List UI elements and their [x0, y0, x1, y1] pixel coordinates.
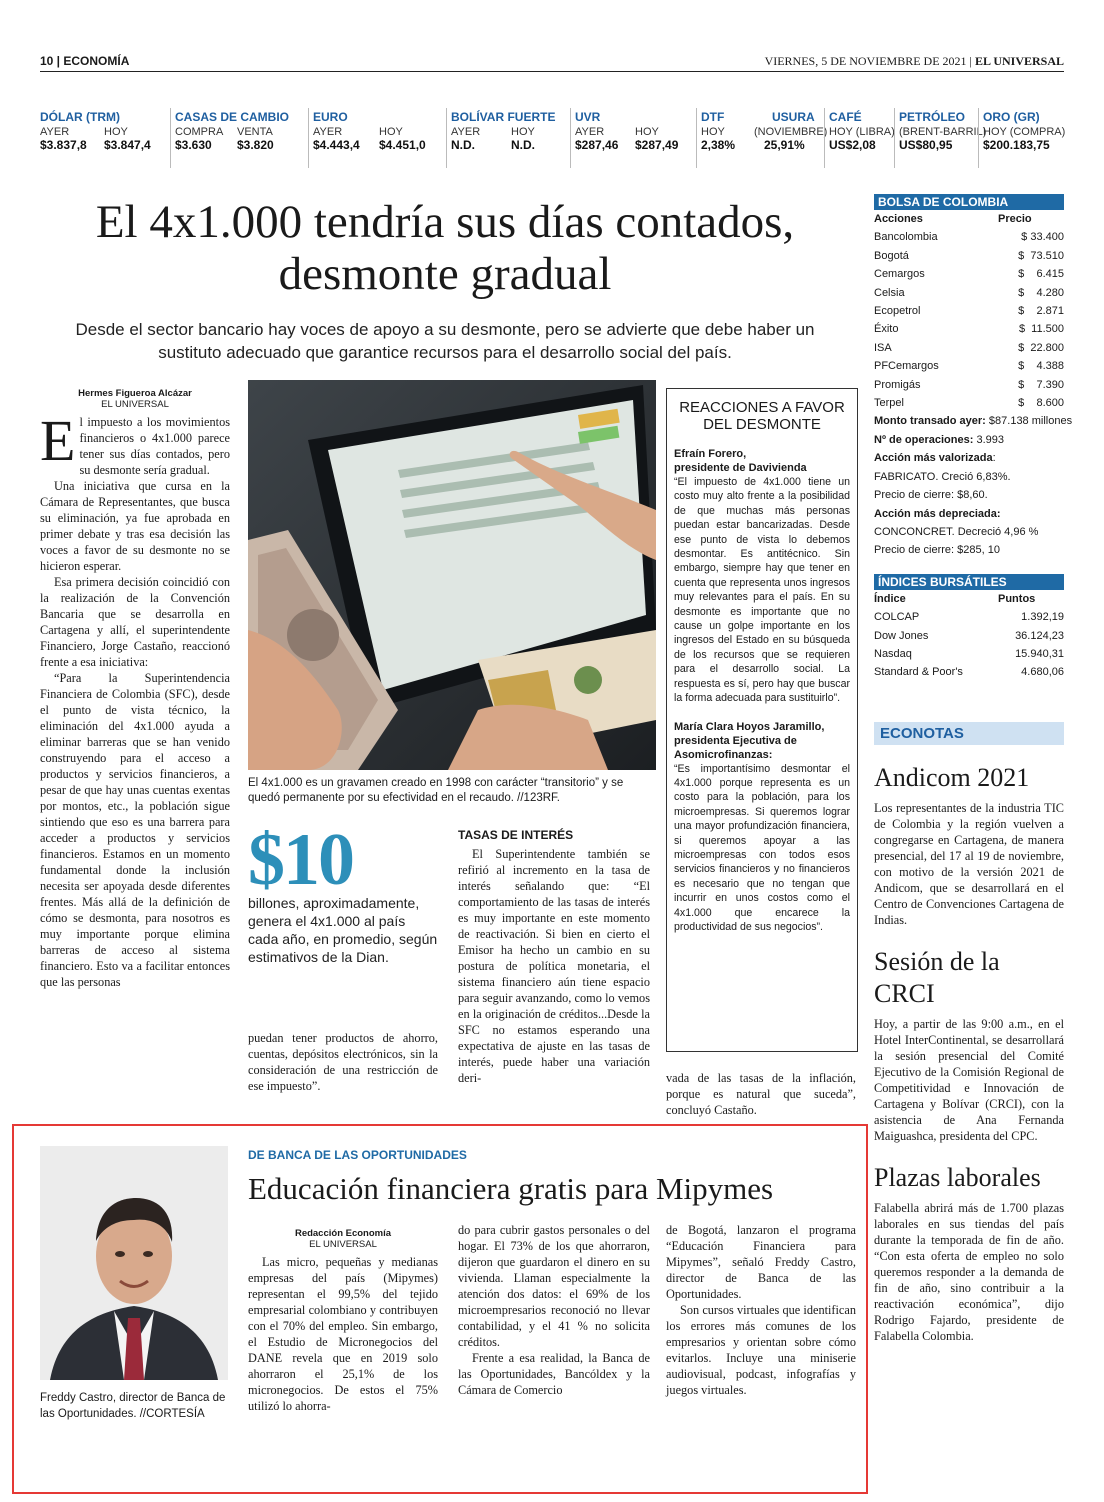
stock-row [874, 228, 1064, 246]
index-name: Dow Jones [874, 629, 929, 642]
stock-name: Ecopetrol [874, 305, 921, 318]
stock-name: ISA [874, 341, 892, 354]
page-section: 10 | ECONOMÍA [40, 54, 130, 68]
paragraph: Esa primera decisión coincidió con la realización de la Convención Bancaria que se desarrolla en Cartagena y allí, el superintendente Financiero, Jorge Castaño, reaccionó frente a esa iniciativa: [40, 575, 230, 669]
stock-row [874, 284, 1064, 302]
article-column-1: El impuesto a los movimientos financieros o 4x1.000 parece tener sus días contados, pero su desmonte sería gradual. Una iniciativa que cursa en la Cámara de Representantes, que busca su eliminación, ya fue aprobada en primer debate y tras esa decisión las voces a favor de su desmonte no se hicieron esperar. Esa primera decisión coincidió con la realización de la Convención Bancaria que se desarrolla en Cartagena y allí, el superintendente Financiero, Jorge Castaño, reaccionó frente a esa iniciativa: “Para la Superintendencia Financiera de Colombia (SFC), desde el punto de vista técnico, la eliminación del 4x1.000 ayuda a eliminar barreras que se han venido construyendo para el acceso a productos y servicios financieros, a pesar de que hay unas cuentas exentas por montos, etc., la población sigue sintiendo que eso es una barrera para acceder a productos y servicios financieros. Estamos en un momento fundamental donde la inclusión necesita ser apoyada desde diferentes frentes. Más allá de la definición de cómo se desmonta, para nosotros es muy importante porque elimina barreras de acceso al sistema financiero. Esto va a facilitar entonces que las personas [40, 408, 230, 989]
stock-name: Promigás [874, 378, 921, 391]
story-kicker: DE BANCA DE LAS OPORTUNIDADES [248, 1148, 467, 1162]
headline-deck: Desde el sector bancario hay voces de apoyo a su desmonte, pero se advierte que debe haber un sustituto adecuado que garantice recursos para el desarrollo social del país. [75, 320, 815, 362]
quote-author: Efraín Forero, [674, 448, 747, 460]
quote-text: “El impuesto de 4x1.000 tiene un costo muy alto frente a la posibilidad de que muchas más personas puedan estar bancarizadas. Desde ese punto de vista lo debemos desmontar. Es antitécnico. Sin embargo, siempre hay que tener en cuenta que representa unos ingresos muy relevantes para el país. En su desmonte es importante que no cause un golpe importante en los ingresos del Estado en su búsqueda de los recursos que se requieren para el desarrollo social. La respuesta es sí, pero hay que buscar la forma adecuada para sustituirlo”. [674, 476, 850, 705]
stock-price: $ 4.388 [1018, 360, 1064, 373]
market-indicators-bar [40, 108, 1064, 168]
portrait-caption: Freddy Castro, director de Banca de las Oportunidades. //CORTESÍA [40, 1392, 226, 1420]
stock-price: $ 2.871 [1018, 305, 1064, 318]
quote-role: presidente de Davivienda [674, 462, 807, 474]
bolsa-table: Acciones Precio Bancolombia $ 33.400 Bogotá $ 73.510 Cemargos $ 6.415 Celsia $ 4.280 Ecopetrol $ 2.871 Éxito $ 11.500 ISA $ 22.800 PFCemargos $ 4.388 Promigás $ 7.390 Terpel $ 8.600 [874, 210, 1064, 412]
stock-name: Éxito [874, 323, 899, 336]
stock-price: $ 8.600 [1018, 397, 1064, 410]
indices-table: Índice Puntos COLCAP 1.392,19 Dow Jones 36.124,23 Nasdaq 15.940,31 Standard & Poor's 4.680,06 [874, 590, 1064, 682]
stock-row [874, 376, 1064, 394]
index-value: 36.124,23 [1015, 629, 1064, 642]
page-date: VIERNES, 5 DE NOVIEMBRE DE 2021 | EL UNIVERSAL [764, 54, 1064, 68]
stock-name: Bancolombia [874, 231, 938, 244]
note-title: Plazas laborales [874, 1163, 1041, 1192]
stock-name: PFCemargos [874, 360, 939, 373]
monto-transado: Monto transado ayer: $87.138 millones [874, 415, 1073, 428]
article-column-2: puedan tener productos de ahorro, cuentas, depósitos electrónicos, sin la consideración de una restricción de ese impuesto”. [248, 1031, 438, 1093]
big-number-text: billones, aproximadamente, genera el 4x1.000 al país cada año, en promedio, según estimativos de la Dian. [248, 895, 438, 965]
stock-name: Bogotá [874, 249, 909, 262]
article-byline: Hermes Figueroa Alcázar EL UNIVERSAL [78, 388, 192, 410]
indicator-bolivar: BOLÍVAR FUERTE AYER HOY N.D. N.D. [446, 108, 570, 168]
index-name: COLCAP [874, 611, 920, 624]
story-byline: Redacción Economía EL UNIVERSAL [294, 1228, 392, 1250]
article-column-4: vada de las tasas de la inflación, porque es natural que suceda”, concluyó Castaño. [666, 1071, 856, 1117]
indicator-dtf: DTF HOY 2,38% [696, 108, 750, 168]
indicator-oro: ORO (GR) HOY (COMPRA) $200.183,75 [978, 108, 1064, 168]
econotas-header: ECONOTAS [874, 722, 1064, 745]
story-column-1: Las micro, pequeñas y medianas empresas del país (Mipymes) representan el 99,5% del tejido empresarial colombiano y contribuyen con el 70% del empleo. Sin embargo, el Estudio de Micronegocios del DANE revela que en 2019 solo ahorraron el 25,1% de los micronegocios. De estos el 75% utilizó lo ahorra- [248, 1255, 438, 1413]
index-name: Nasdaq [874, 647, 912, 660]
reactions-box [666, 388, 858, 1052]
index-value: 1.392,19 [1021, 611, 1064, 624]
numero-operaciones: Nº de operaciones: 3.993 [874, 433, 1004, 446]
stock-price: $ 73.510 [1018, 249, 1064, 262]
reactions-title: REACCIONES A FAVOR DEL DESMONTE [679, 399, 845, 433]
index-name: Standard & Poor's [874, 666, 963, 679]
market-sidebar: BOLSA DE COLOMBIA Acciones Precio Bancolombia $ 33.400 Bogotá $ 73.510 Cemargos $ 6.415 Celsia $ 4.280 Ecopetrol $ 2.871 Éxito $ 11.500 ISA $ 22.800 PFCemargos $ 4.388 Promigás $ 7.390 Terpel $ 8.600 Monto transado ayer: $87.138 millones Nº de operaciones: 3.993 Acción más valorizada: FABRICATO. Creció 6,83%. Precio de cierre: $8,60. Acción más depreciada: CONCONCRET. Decreció 4,96 % Precio de cierre: $285, 10 ÍNDICES BURSÁTILES Índice Puntos COLCAP 1.392,19 Dow Jones 36.124,23 Nasdaq 15.940,31 Standard & Poor's 4.680,06 [874, 194, 1064, 682]
main-headline: El 4x1.000 tendría sus días contados, desmonte gradual [95, 196, 795, 300]
indicator-petroleo: PETRÓLEO (BRENT-BARRIL) US$80,95 [894, 108, 978, 168]
note-body: Falabella abrirá más de 1.700 plazas laborales en sus tiendas del país durante la temporada de fin de año. “Con esta oferta de empleo no solo queremos responder a la demanda de fin de año, sino contribuir a la reactivación económica”, dijo Rodrigo Fajardo, presidente de Falabella Colombia. [874, 1201, 1064, 1343]
indicator-cafe: CAFÉ HOY (LIBRA) US$2,08 [824, 108, 894, 168]
stock-row [874, 302, 1064, 320]
story-column-3: de Bogotá, lanzaron el programa “Educación Financiera para Mipymes”, señaló Freddy Castro, director de Banca de las Oportunidades. Son cursos virtuales que identifican los errores más comunes de los empresarios y orientan sobre cómo evitarlos. Incluye una miniserie audiovisual, podcast, infografías y juegos virtuales. [666, 1223, 856, 1397]
subheading-tasas: TASAS DE INTERÉS [458, 828, 574, 842]
indices-header: ÍNDICES BURSÁTILES [874, 574, 1064, 590]
person-portrait-photo [40, 1146, 228, 1380]
index-value: 15.940,31 [1015, 647, 1064, 660]
stock-row [874, 339, 1064, 357]
stock-price: $ 7.390 [1018, 378, 1064, 391]
stock-name: Terpel [874, 397, 904, 410]
stock-price: $ 6.415 [1018, 268, 1064, 281]
index-row [874, 663, 1064, 681]
paragraph: Una iniciativa que cursa en la Cámara de Representantes, que busca su eliminación, ya fue aprobada en primer debate y tras esa decisión las voces a favor de su desmonte no se hicieron esperar. [40, 479, 230, 573]
page-folio [40, 54, 1064, 72]
stock-row [874, 320, 1064, 338]
indicator-dolar: DÓLAR (TRM) AYER HOY $3.837,8 $3.847,4 [40, 110, 151, 152]
index-row [874, 645, 1064, 663]
index-value: 4.680,06 [1021, 666, 1064, 679]
tablet-banknotes-photo [248, 380, 656, 770]
story-column-2: do para cubrir gastos personales o del hogar. El 73% de los que ahorraron, dijeron que guardaron el dinero en su vivienda. Llaman especialmente la atención dos datos: el 69% de los microempresarios reconoció no llevar contabilidad, y el 41 % no solicita créditos. Frente a esa realidad, la Banca de las Oportunidades, Bancóldex y la Cámara de Comercio [458, 1223, 650, 1397]
indicator-usura: USURA (NOVIEMBRE) 25,91% [754, 110, 828, 152]
stock-row [874, 247, 1064, 265]
paragraph: “Para la Superintendencia Financiera de Colombia (SFC), desde el punto de vista técnico, la eliminación del 4x1.000 ayuda a eliminar barreras que se han venido construyendo para el acceso a productos y servicios financieros, a pesar de que hay unas cuentas exentas por montos, etc., la población sigue sintiendo que eso es una barrera para acceder a productos y servicios financieros. Estamos en un momento fundamental donde la inclusión necesita ser apoyada desde diferentes frentes. Más allá de la definición de cómo se desmonta, para nosotros es muy importante porque elimina barreras de acceso al sistema financiero. Esto va a facilitar entonces que las personas [40, 671, 230, 989]
stock-row [874, 357, 1064, 375]
quote-text: “Es importantísimo desmontar el 4x1.000 porque representa es un costo para la población, para los microempresas. Si queremos lograr una mayor profundización financiera, si queremos apoyar a las microempresas con todos esos servicios financieros y no financieros es necesario que no tengan que incurrir en unos costos como el 4x1.000 que encarece la productividad de sus negocios”. [674, 762, 850, 933]
bolsa-header: BOLSA DE COLOMBIA [874, 194, 1064, 210]
stock-name: Cemargos [874, 268, 925, 281]
article-column-3: El Superintendente también se refirió al incremento en la tasa de interés señalando que: “El comportamiento de las tasas de interés es muy importante en este momento de reactivación. Si bien en cierto el Emisor ha hecho un cambio en su postura de política monetaria, el sistema financiero aún tiene espacio para seguir avanzando, como lo vemos en la originación de créditos...Desde la SFC no estamos esperando una expectativa de ajuste en las tasas de interés, puede haber una variación deri- [458, 847, 650, 1085]
stock-price: $ 11.500 [1018, 323, 1064, 336]
stock-name: Celsia [874, 286, 905, 299]
stock-row [874, 394, 1064, 412]
indicator-euro: EURO AYER HOY $4.443,4 $4.451,0 [308, 108, 446, 168]
index-row [874, 627, 1064, 645]
big-number-highlight: $10 [248, 819, 353, 901]
stock-row [874, 265, 1064, 283]
note-title: Sesión de la CRCI [874, 947, 1000, 1008]
econotas-column [874, 762, 1064, 1344]
stock-price: $ 33.400 [1021, 231, 1064, 244]
indicator-uvr: UVR AYER HOY $287,46 $287,49 [570, 108, 696, 168]
quote-author: María Clara Hoyos Jaramillo, [674, 720, 825, 733]
photo-caption: El 4x1.000 es un gravamen creado en 1998 con carácter “transitorio” y se quedó permanente por su efectividad en el recaudo. //123RF. [248, 777, 624, 804]
quote-role: presidenta Ejecutiva de Asomicrofinanzas: [674, 734, 797, 761]
story-headline: Educación financiera gratis para Mipymes [248, 1171, 774, 1206]
index-row [874, 608, 1064, 626]
note-body: Los representantes de la industria TIC de Colombia y la región vuelven a congregarse en Cartagena, de manera presencial, del 17 al 19 de noviembre, con motivo de la versión 2021 de Andicom, que se desarrollará en el Centro de Convenciones Cartagena de Indias. [874, 801, 1064, 927]
stock-price: $ 4.280 [1018, 286, 1064, 299]
stock-price: $ 22.800 [1018, 341, 1064, 354]
drop-cap: E [40, 408, 76, 473]
note-title: Andicom 2021 [874, 763, 1030, 792]
indicator-casas-de-cambio: CASAS DE CAMBIO COMPRA VENTA $3.630 $3.820 [170, 108, 308, 168]
note-body: Hoy, a partir de las 9:00 a.m., en el Hotel InterContinental, se desarrollará la sesión presencial del Comité Ejecutivo de la Comisión Regional de Competitividad e Innovación de Cartagena y Bolívar (CRCI), con la asistencia de Ana Fernanda Maiguashca, presidenta del CPC. [874, 1017, 1064, 1143]
